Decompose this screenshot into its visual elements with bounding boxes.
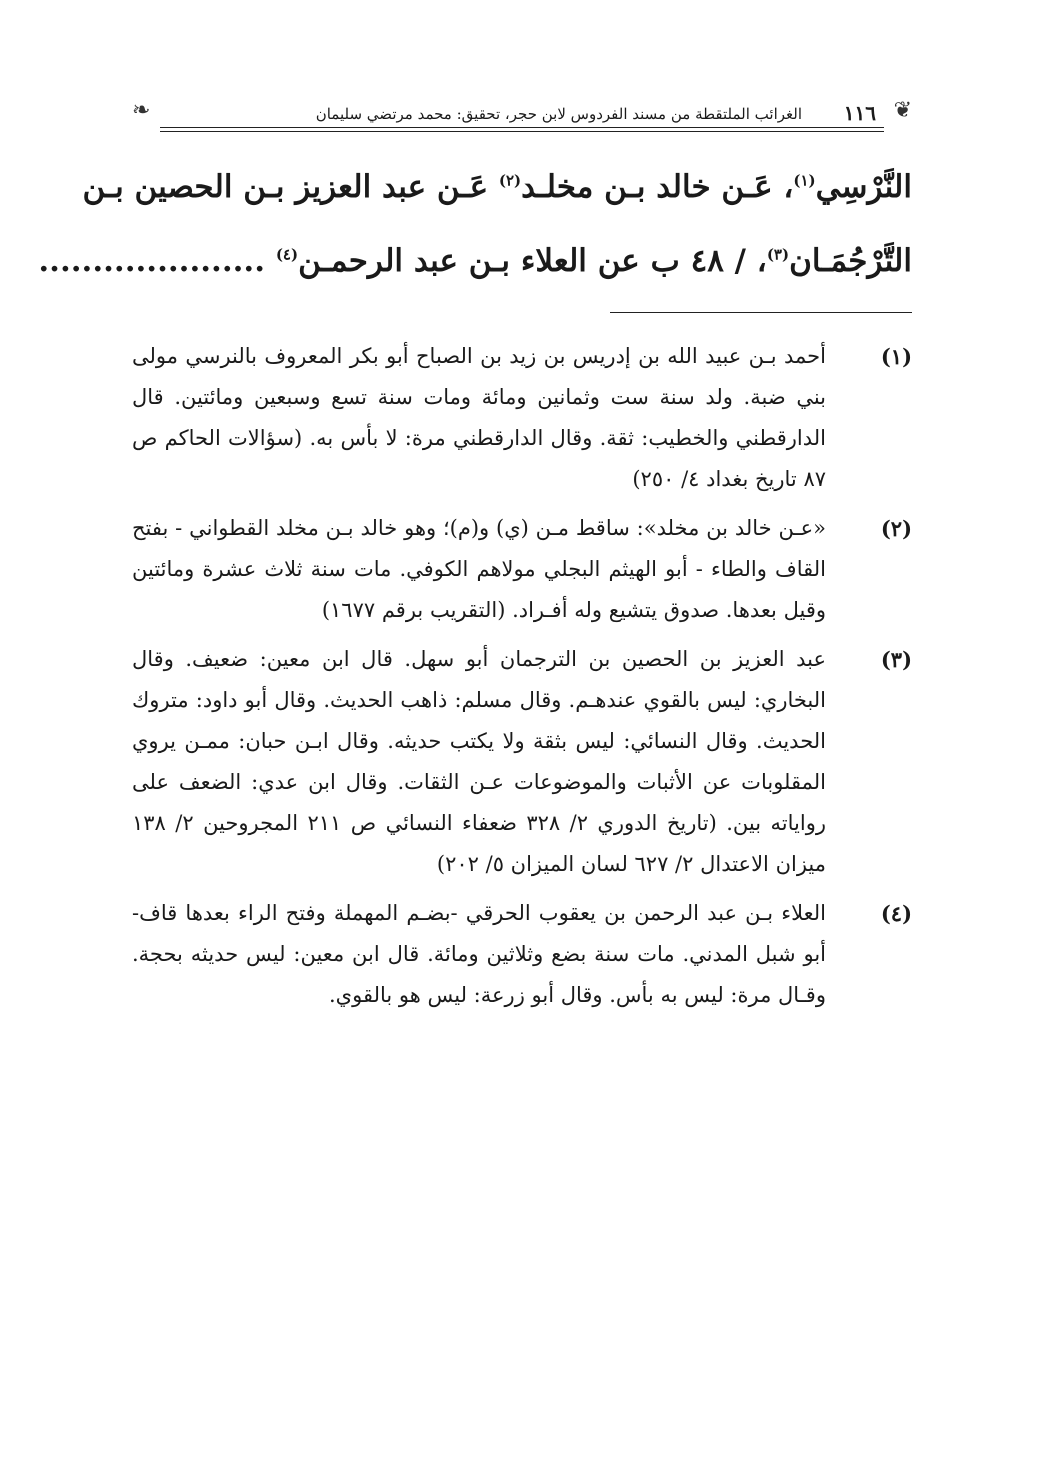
main-text-line-2 xyxy=(38,224,912,298)
main-line1-part2: ، عَـن خالد بـن مخلـد xyxy=(521,169,794,205)
footnote-text: عبد العزيز بن الحصين بن الترجمان أبو سهل. قال ابن معين: ضعيف. وقال البخاري: ليس بالقوي عندهـم. وقال مسلم: ذاهب الحديث. وقال أبو داود: متروك الحديث. وقال النسائي: ليس بثقة ولا يكتب حديثه. وقال ابـن حبان: ممـن يروي المقلوبات عن الأثبات والموضوعات عـن الثقات. وقال ابن عدي: الضعف على رواياته بين. (تاريخ الدوري ٢/ ٣٢٨ ضعفاء النسائي ص ٢١١ المجروحين ٢/ ١٣٨ ميزان الاعتدال ٢/ ٦٢٧ لسان الميزان ٥/ ٢٠٢) xyxy=(132,647,826,876)
main-text xyxy=(38,150,912,298)
header-rule xyxy=(160,127,884,132)
footnote-separator xyxy=(610,312,912,313)
footnote-1 xyxy=(132,336,912,500)
footnote-ref-2: (٢) xyxy=(498,171,522,190)
footnote-text: العلاء بـن عبد الرحمن بن يعقوب الحرقي -بضـم المهملة وفتح الراء بعدها قاف- أبو شبل المدني. مات سنة بضع وثلاثين ومائة. قال ابن معين: ليس حديثه بحجة. وقـال مرة: ليس به بأس. وقال أبو زرعة: ليس هو بالقوي. xyxy=(132,901,826,1007)
main-text-line-1 xyxy=(82,150,912,224)
running-header xyxy=(132,96,912,130)
footnote-2 xyxy=(132,508,912,631)
main-line2-part2: ، / ٤٨ ب عن العلاء بـن عبد الرحمـن xyxy=(298,243,767,279)
page-number: ١١٦ xyxy=(843,101,876,125)
footnote-number: (٣) xyxy=(880,647,912,672)
footnote-text: «عـن خالد بن مخلد»: ساقط مـن (ي) و(م)؛ وهو خالد بـن مخلد القطواني - بفتح القاف والطاء - أبو الهيثم البجلي مولاهم الكوفي. مات سنة ثلاث عشرة ومائتين وقيل بعدها. صدوق يتشيع وله أفـراد. (التقريب برقم ١٦٧٧) xyxy=(132,516,826,622)
ornament-left-icon: ❧ xyxy=(132,98,151,123)
main-line1-part1: النَّرْسِي xyxy=(815,169,912,205)
ornament-right-icon: ❦ xyxy=(893,98,912,123)
footnote-4 xyxy=(132,893,912,1016)
main-line1-part3: عَـن عبد العزيز بـن الحصين بـن xyxy=(82,169,499,205)
running-title: الغرائب الملتقطة من مسند الفردوس لابن حجر، تحقيق: محمد مرتضي سليمان xyxy=(315,105,802,123)
main-line2-part1: التَّرْجُمَـان xyxy=(789,243,912,279)
ellipsis-dots: ..................... xyxy=(38,243,276,279)
footnote-number: (٢) xyxy=(880,516,912,541)
footnote-ref-4: (٤) xyxy=(275,245,299,264)
footnote-3 xyxy=(132,639,912,885)
footnote-number: (١) xyxy=(880,344,912,369)
footnote-number: (٤) xyxy=(880,901,912,926)
footnote-text: أحمد بـن عبيد الله بن إدريس بن زيد بن الصباح أبو بكر المعروف بالنرسي مولى بني ضبة. ولد سنة ست وثمانين ومائة ومات سنة تسع وسبعين ومائتين. قال الدارقطني والخطيب: ثقة. وقال الدارقطني مرة: لا بأس به. (سؤالات الحاكم ص ٨٧ تاريخ بغداد ٤/ ٢٥٠) xyxy=(132,344,826,491)
footnote-ref-3: (٣) xyxy=(766,245,790,264)
footnotes xyxy=(132,336,912,1024)
footnote-ref-1: (١) xyxy=(793,171,816,190)
